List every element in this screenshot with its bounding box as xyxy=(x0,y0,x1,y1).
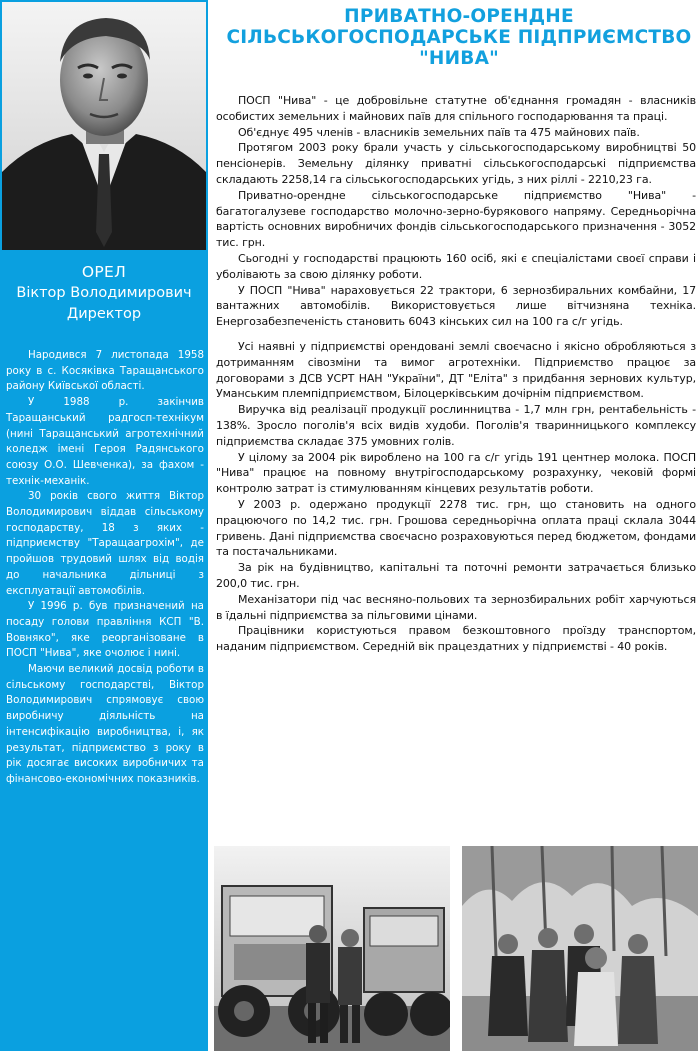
bio-paragraph: У 1996 р. був призначений на посаду голови правління КСП "В. Вовняко", яке реорганізоване в ПОСП "Нива", яке очолює і нині. xyxy=(6,600,204,660)
director-full-name: Віктор Володимирович xyxy=(16,285,192,301)
article-paragraph: Виручка від реалізації продукції рослинництва - 1,7 млн грн, рентабельність - 138%. Зросло поголів'я всіх видів худоби. Поголів'я тваринницького комплексу підприємства складає 375 умовних голів. xyxy=(216,403,696,448)
workers-group-photo xyxy=(462,846,698,1051)
director-caption xyxy=(0,262,208,325)
article-paragraph: За рік на будівництво, капітальні та поточні ремонти затрачається близько 200,0 тис. грн. xyxy=(216,561,696,590)
title-line: ПРИВАТНО-ОРЕНДНЕ xyxy=(344,6,574,27)
article-paragraph: ПОСП "Нива" - це добровільне статутне об'єднання громадян - власників особистих земельних і майнових паїв для спільного господарювання та праці. xyxy=(216,94,696,123)
bio-paragraph: У 1988 р. закінчив Таращанський радгосп-технікум (нині Таращанський агротехнічний коледж імені Героя Радянського союзу О.О. Шевченка), за фахом - технік-механік. xyxy=(6,396,204,487)
article-paragraph: Усі наявні у підприємстві орендовані землі своєчасно і якісно обробляються з дотриманням сівозміни та вимог агротехніки. Підприємство працює за договорами з ДСВ УСРТ НАН "України", ДТ "Еліта" з придбання зернових культур, Уманським племпідприємством, Білоцерківським дочірнім підприємством. xyxy=(216,339,696,401)
page-title xyxy=(222,6,696,69)
director-portrait-photo xyxy=(2,2,206,250)
article-paragraph: Протягом 2003 року брали участь у сільськогосподарському виробництві 50 пенсіонерів. Земельну ділянку приватні сільськогосподарські підприємства складають 2258,14 га сільськогосподарських угідь, з них ріллі - 2210,23 га. xyxy=(216,141,696,186)
director-biography xyxy=(6,348,204,788)
article-paragraph: Об'єднує 495 членів - власників земельних паїв та 475 майнових паїв. xyxy=(238,125,640,139)
title-line: СІЛЬСЬКОГОСПОДАРСЬКЕ ПІДПРИЄМСТВО xyxy=(226,27,692,48)
title-line: "НИВА" xyxy=(419,48,499,69)
bio-paragraph: Народився 7 листопада 1958 року в с. Косяківка Таращанського району Київської області. xyxy=(6,349,204,393)
article-paragraph: У ПОСП "Нива" нараховується 22 трактори, 6 зернозбиральних комбайни, 17 вантажних автомобілів. Використовується лише вітчизняна техніка. Енергозабезпеченість становить 6043 кінських сил на 100 га с/г угідь. xyxy=(216,283,696,329)
company-article xyxy=(216,93,696,655)
article-paragraph: Приватно-орендне сільськогосподарське підприємство "Нива" - багатогалузеве господарство молочно-зерно-бурякового напряму. Середньорічна вартість основних виробничих фондів сільськогосподарського призначення - 3052 тис. грн. xyxy=(216,188,696,250)
sidebar xyxy=(0,0,208,1051)
article-paragraph: Механізатори під час весняно-польових та зернозбиральних робіт харчуються в їдальні підприємства за пільговими цінами. xyxy=(216,592,696,622)
director-position: Директор xyxy=(66,306,142,322)
tractors-photo xyxy=(214,846,450,1051)
director-surname: ОРЕЛ xyxy=(81,263,127,281)
article-paragraph: У 2003 р. одержано продукції 2278 тис. грн, що становить на одного працюючого по 14,2 тис. грн. Грошова середньорічна оплата праці склала 3044 гривень. Дані підприємства своєчасно розраховуються перед бюджетом, фондами та постачальниками. xyxy=(216,497,696,559)
bio-paragraph: Маючи великий досвід роботи в сільському господарстві, Віктор Володимирович спрямовує свою виробничу діяльність на інтенсифікацію виробництва, і, як результат, підприємство з року в рік досягає високих виробничих та фінансово-економічних показників. xyxy=(6,663,204,785)
article-paragraph: Сьогодні у господарстві працюють 160 осіб, які є спеціалістами своєї справи і уболівають за свою ділянку роботи. xyxy=(216,251,696,281)
bio-paragraph: 30 років свого життя Віктор Володимирович віддав сільському господарству, 18 з яких - підприємству "Таращаагрохім", де пройшов трудовий шлях від водія до начальника дільниці з експлуатації автомобілів. xyxy=(6,490,204,597)
article-paragraph: У цілому за 2004 рік вироблено на 100 га с/г угідь 191 центнер молока. ПОСП "Нива" працює на повному внутрігосподарському розрахунку, чековій формі контролю затрат із стимулюванням кінцевих результатів роботи. xyxy=(216,450,696,496)
article-paragraph: Працівники користуються правом безкоштовного проїзду транспортом, наданим підприємством. Середній вік працездатних у підприємстві - 40 років. xyxy=(216,624,696,654)
